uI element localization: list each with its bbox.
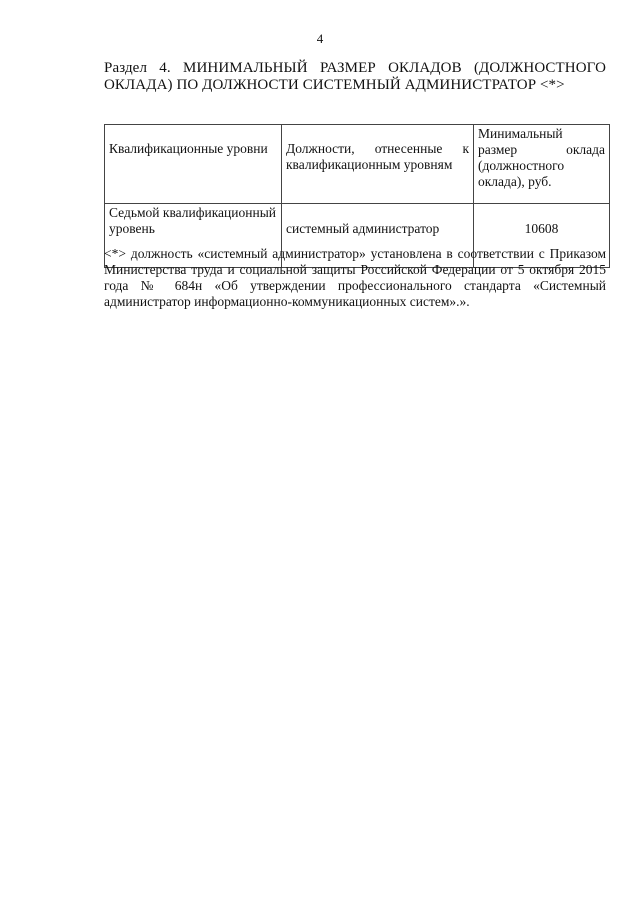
header-positions [282, 125, 474, 204]
page-number: 4 [316, 31, 324, 46]
header-qualification-level [105, 125, 282, 204]
header-min-salary-line4: оклада), руб. [478, 174, 552, 189]
header-qualification-level-label: Квалификационные уровни [109, 141, 268, 156]
footnote: <*> должность «системный администратор» установлена в соответствии с Приказом Министерства труда и социальной защиты Российской Федерации от 5 октября 2015 года № 684н «Об утверждении профессионального стандарта «Системный администратор информационно-коммуникационных систем».». [104, 246, 606, 309]
cell-qualification-level: Седьмой квалификационный уровень [105, 204, 282, 268]
header-positions-line1: Должности, отнесенные к [286, 141, 469, 156]
cell-position: системный администратор [282, 204, 474, 268]
header-min-salary-line2: размер оклада [478, 142, 605, 157]
cell-min-salary: 10608 [474, 204, 610, 268]
section-title: Раздел 4. МИНИМАЛЬНЫЙ РАЗМЕР ОКЛАДОВ (ДОЛЖНОСТНОГО ОКЛАДА) ПО ДОЛЖНОСТИ СИСТЕМНЫЙ АДМИНИСТРАТОР <*> [104, 60, 606, 93]
header-positions-line2: квалификационным уровням [286, 157, 453, 172]
header-min-salary-line1: Минимальный [478, 126, 563, 141]
header-min-salary [474, 125, 610, 204]
header-min-salary-line3: (должностного [478, 158, 565, 173]
table-header-row [105, 125, 610, 204]
